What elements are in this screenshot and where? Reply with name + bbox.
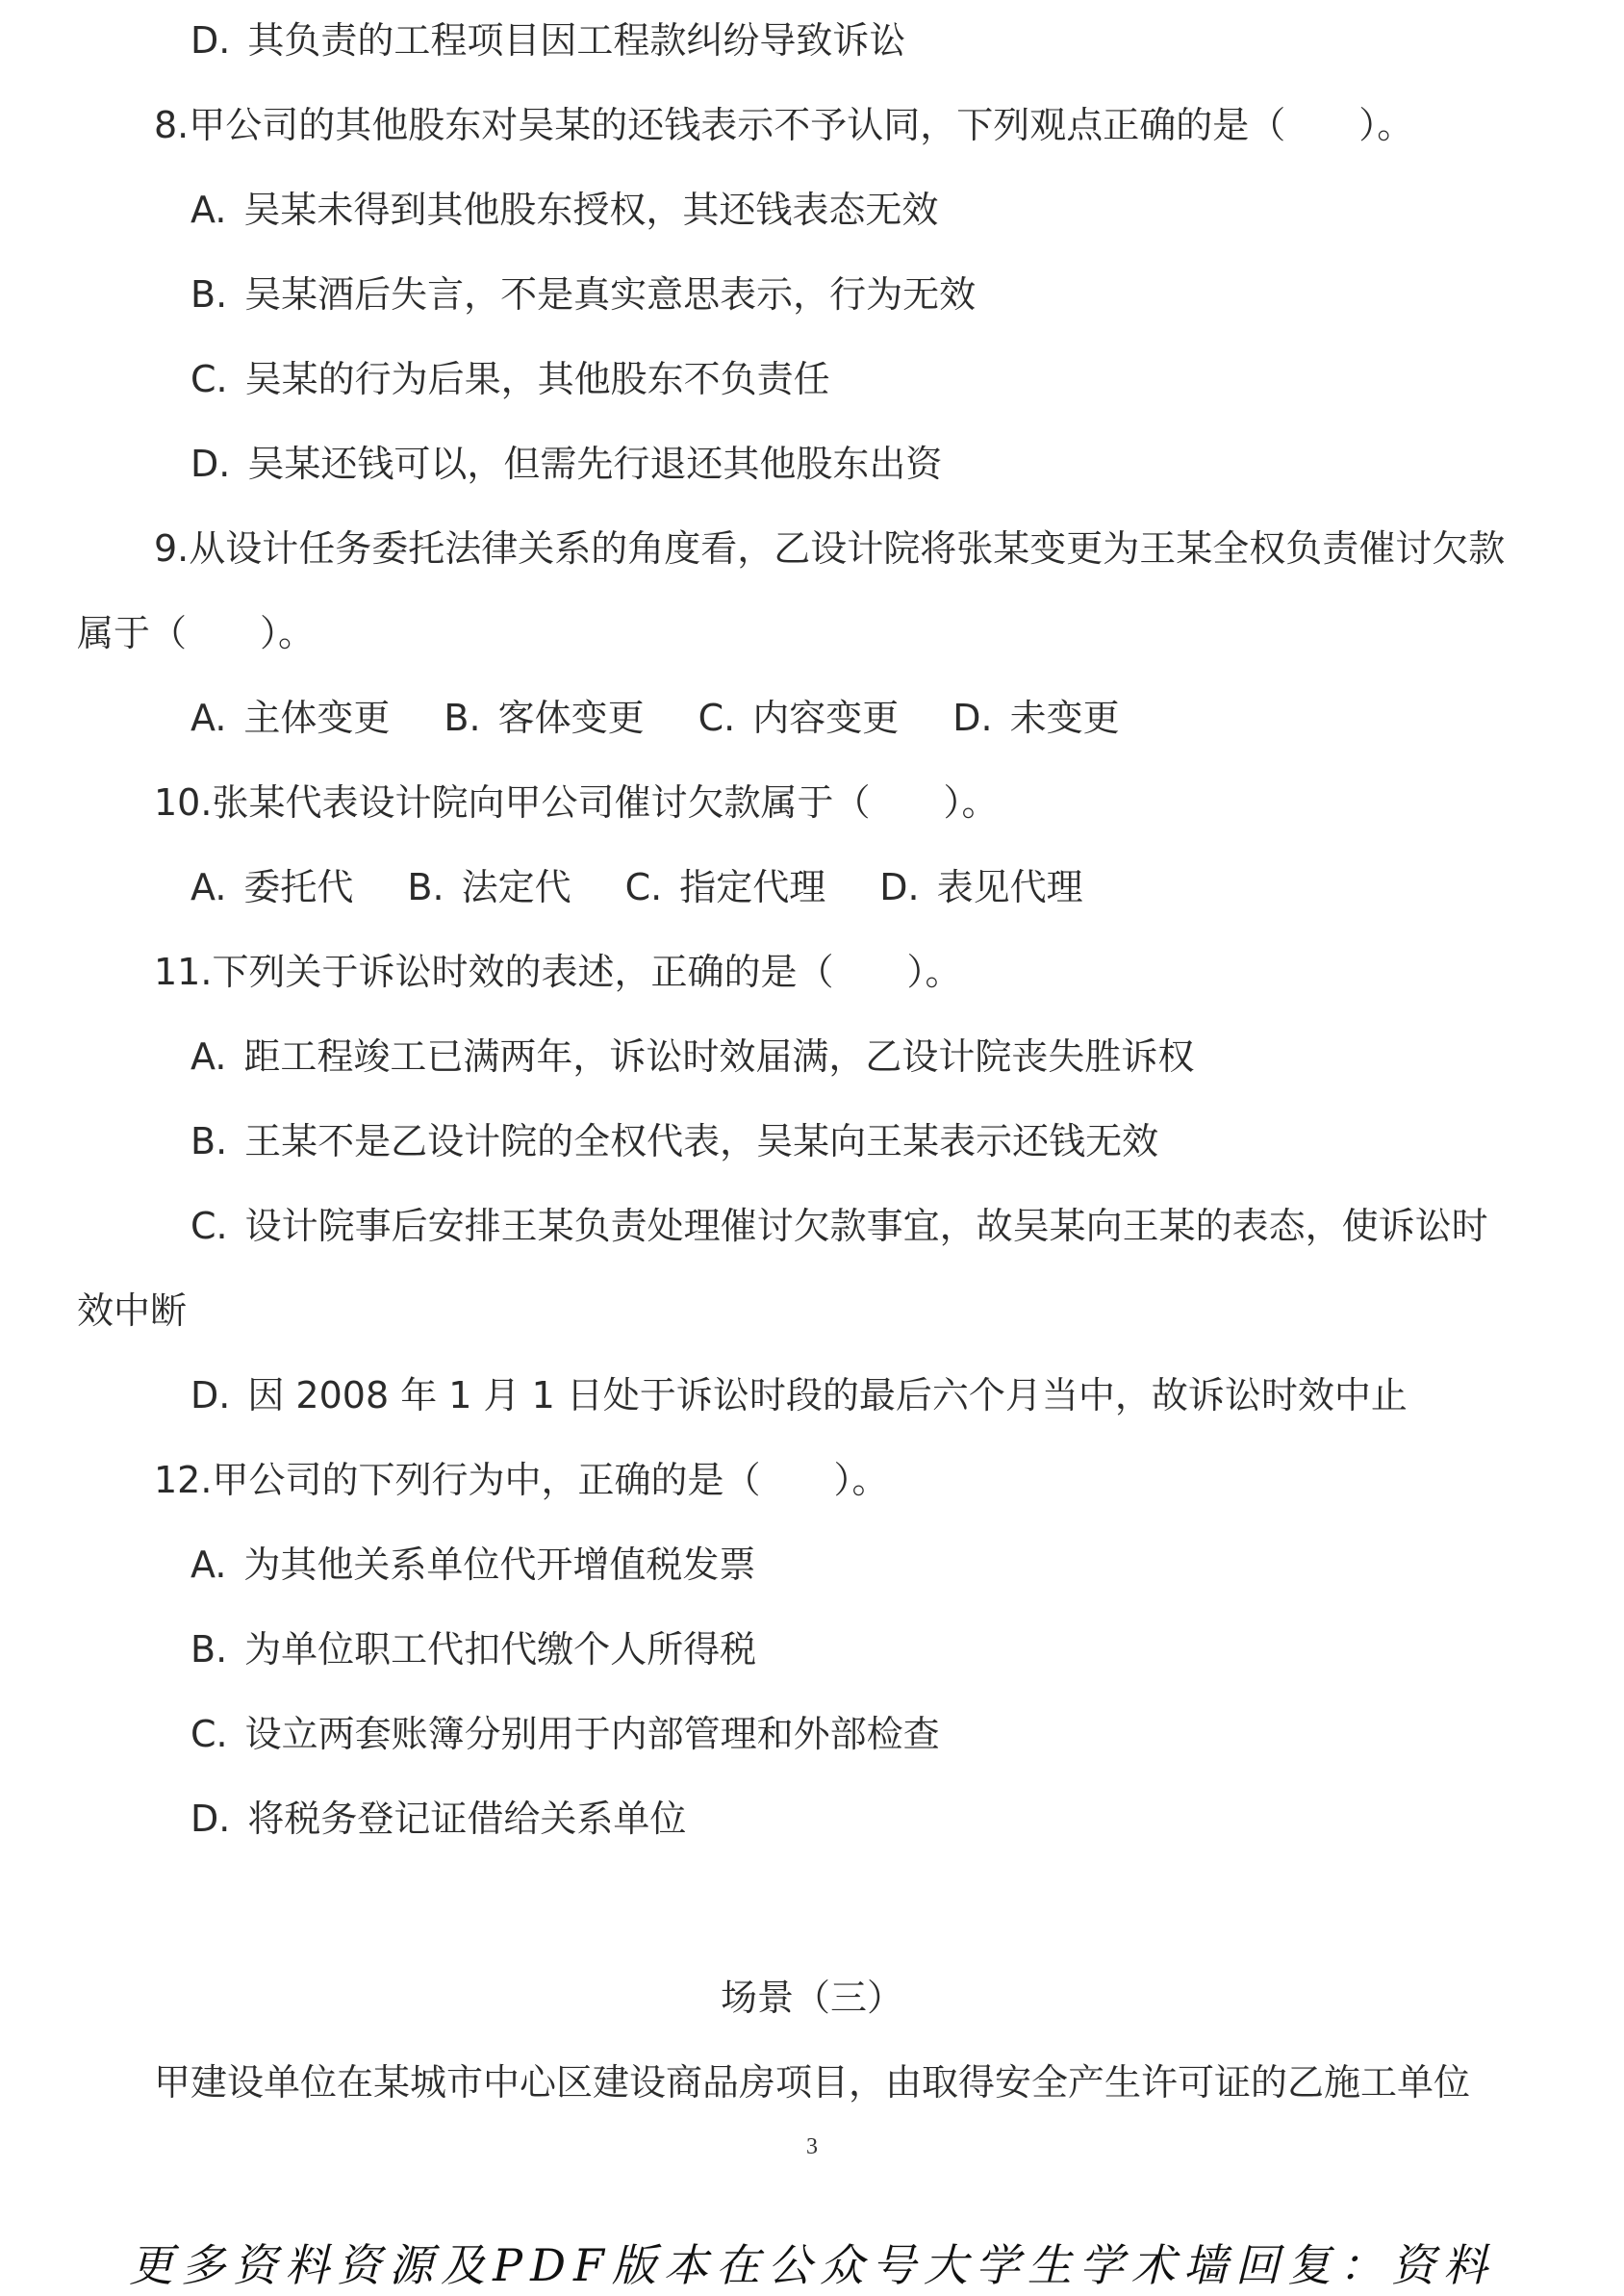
question-text: 甲公司的下列行为中，正确的是（ ）。: [212, 1459, 889, 1501]
option-text: 将税务登记证借给关系单位: [247, 1798, 687, 1840]
question-9-stem: [154, 525, 1505, 572]
question-8-option-d: [190, 441, 942, 487]
question-9-option-a: [190, 695, 390, 741]
option-letter: D.: [190, 19, 231, 62]
option-text: 因 2008 年 1 月 1 日处于诉讼时段的最后六个月当中，故诉讼时效中止: [247, 1374, 1408, 1416]
question-9-option-d: [952, 695, 1119, 741]
question-text: 下列关于诉讼时效的表述，正确的是（ ）。: [212, 951, 962, 993]
option-letter: D.: [190, 443, 231, 485]
question-11-option-d: [190, 1372, 1408, 1418]
option-text: 吴某的行为后果，其他股东不负责任: [244, 358, 830, 400]
question-11-option-c-continuation: 效中断: [77, 1289, 188, 1332]
question-10-option-d: [879, 864, 1082, 910]
question-12-option-d: [190, 1796, 686, 1842]
question-12-option-a: [190, 1542, 755, 1588]
question-12-stem: [154, 1457, 888, 1503]
option-letter: C.: [190, 1205, 228, 1247]
question-8-option-a: [190, 187, 938, 233]
question-9-options: [190, 695, 1120, 741]
option-text: 客体变更: [497, 697, 645, 739]
question-12-option-b: [190, 1626, 756, 1672]
question-number: 11.: [154, 951, 213, 993]
option-text: 设立两套账簿分别用于内部管理和外部检查: [244, 1713, 940, 1755]
question-8-option-b: [190, 271, 976, 318]
option-letter: A.: [190, 189, 227, 231]
question-9-option-b: [444, 695, 644, 741]
option-letter: B.: [444, 697, 481, 739]
option-text: 王某不是乙设计院的全权代表，吴某向王某表示还钱无效: [244, 1120, 1159, 1162]
question-number: 10.: [154, 781, 213, 824]
question-number: 8.: [154, 104, 190, 146]
question-text: 张某代表设计院向甲公司催讨欠款属于（ ）。: [212, 781, 999, 824]
question-10-option-c: [625, 864, 826, 910]
question-11-option-a: [190, 1033, 1194, 1080]
option-letter: D.: [190, 1374, 231, 1416]
question-10-options: [190, 864, 1083, 910]
option-text: 主体变更: [243, 697, 391, 739]
option-letter: C.: [698, 697, 736, 739]
question-11-option-b: [190, 1118, 1158, 1164]
option-letter: B.: [407, 866, 444, 908]
question-8-option-c: [190, 356, 830, 402]
question-text: 甲公司的其他股东对吴某的还钱表示不予认同，下列观点正确的是（ ）。: [189, 104, 1414, 146]
option-letter: A.: [190, 697, 227, 739]
question-number: 12.: [154, 1459, 213, 1501]
option-text: 为单位职工代扣代缴个人所得税: [244, 1628, 757, 1671]
question-9-stem-continuation: 属于（ ）。: [77, 612, 316, 654]
question-11-option-c: [190, 1203, 1488, 1249]
option-text: 委托代: [243, 866, 354, 908]
option-letter: A.: [190, 1035, 227, 1078]
option-letter: C.: [190, 1713, 228, 1755]
section-title: 场景（三）: [720, 1977, 903, 2019]
question-10-stem: [154, 779, 998, 826]
option-text: 距工程竣工已满两年，诉讼时效届满，乙设计院丧失胜诉权: [243, 1035, 1195, 1078]
option-letter: B.: [190, 1120, 228, 1162]
option-text: 表见代理: [936, 866, 1083, 908]
option-letter: D.: [879, 866, 920, 908]
option-text: 吴某还钱可以，但需先行退还其他股东出资: [247, 443, 943, 485]
option-text: 其负责的工程项目因工程款纠纷导致诉讼: [247, 19, 906, 62]
option-letter: B.: [190, 273, 228, 316]
option-text: 指定代理: [679, 866, 826, 908]
option-text: 为其他关系单位代开增值税发票: [243, 1543, 756, 1586]
option-text: 法定代: [461, 866, 571, 908]
option-letter: C.: [624, 866, 663, 908]
option-letter: D.: [190, 1798, 231, 1840]
question-number: 9.: [154, 527, 190, 570]
option-text: 未变更: [1009, 697, 1120, 739]
question-8-stem: [154, 102, 1413, 148]
section-intro-paragraph: 甲建设单位在某城市中心区建设商品房项目，由取得安全产生许可证的乙施工单位: [154, 2061, 1471, 2104]
option-text: 内容变更: [752, 697, 900, 739]
question-10-option-b: [407, 864, 571, 910]
option-letter: D.: [952, 697, 993, 739]
option-letter: C.: [190, 358, 228, 400]
question-11-stem: [154, 949, 961, 995]
prev-question-option-d: [190, 17, 905, 64]
page-number: 3: [806, 2134, 818, 2159]
option-letter: A.: [190, 1543, 227, 1586]
option-text: 吴某酒后失言，不是真实意思表示，行为无效: [244, 273, 977, 316]
option-letter: B.: [190, 1628, 228, 1671]
question-10-option-a: [190, 864, 353, 910]
option-text: 设计院事后安排王某负责处理催讨欠款事宜，故吴某向王某的表态，使诉讼时: [244, 1205, 1488, 1247]
option-letter: A.: [190, 866, 227, 908]
option-text: 吴某未得到其他股东授权，其还钱表态无效: [243, 189, 939, 231]
question-text: 从设计任务委托法律关系的角度看，乙设计院将张某变更为王某全权负责催讨欠款: [189, 527, 1506, 570]
question-9-option-c: [698, 695, 900, 741]
question-12-option-c: [190, 1711, 940, 1757]
footer-note: 更多资料资源及PDF版本在公众号大学生学术墙回复：资料: [129, 2239, 1495, 2291]
